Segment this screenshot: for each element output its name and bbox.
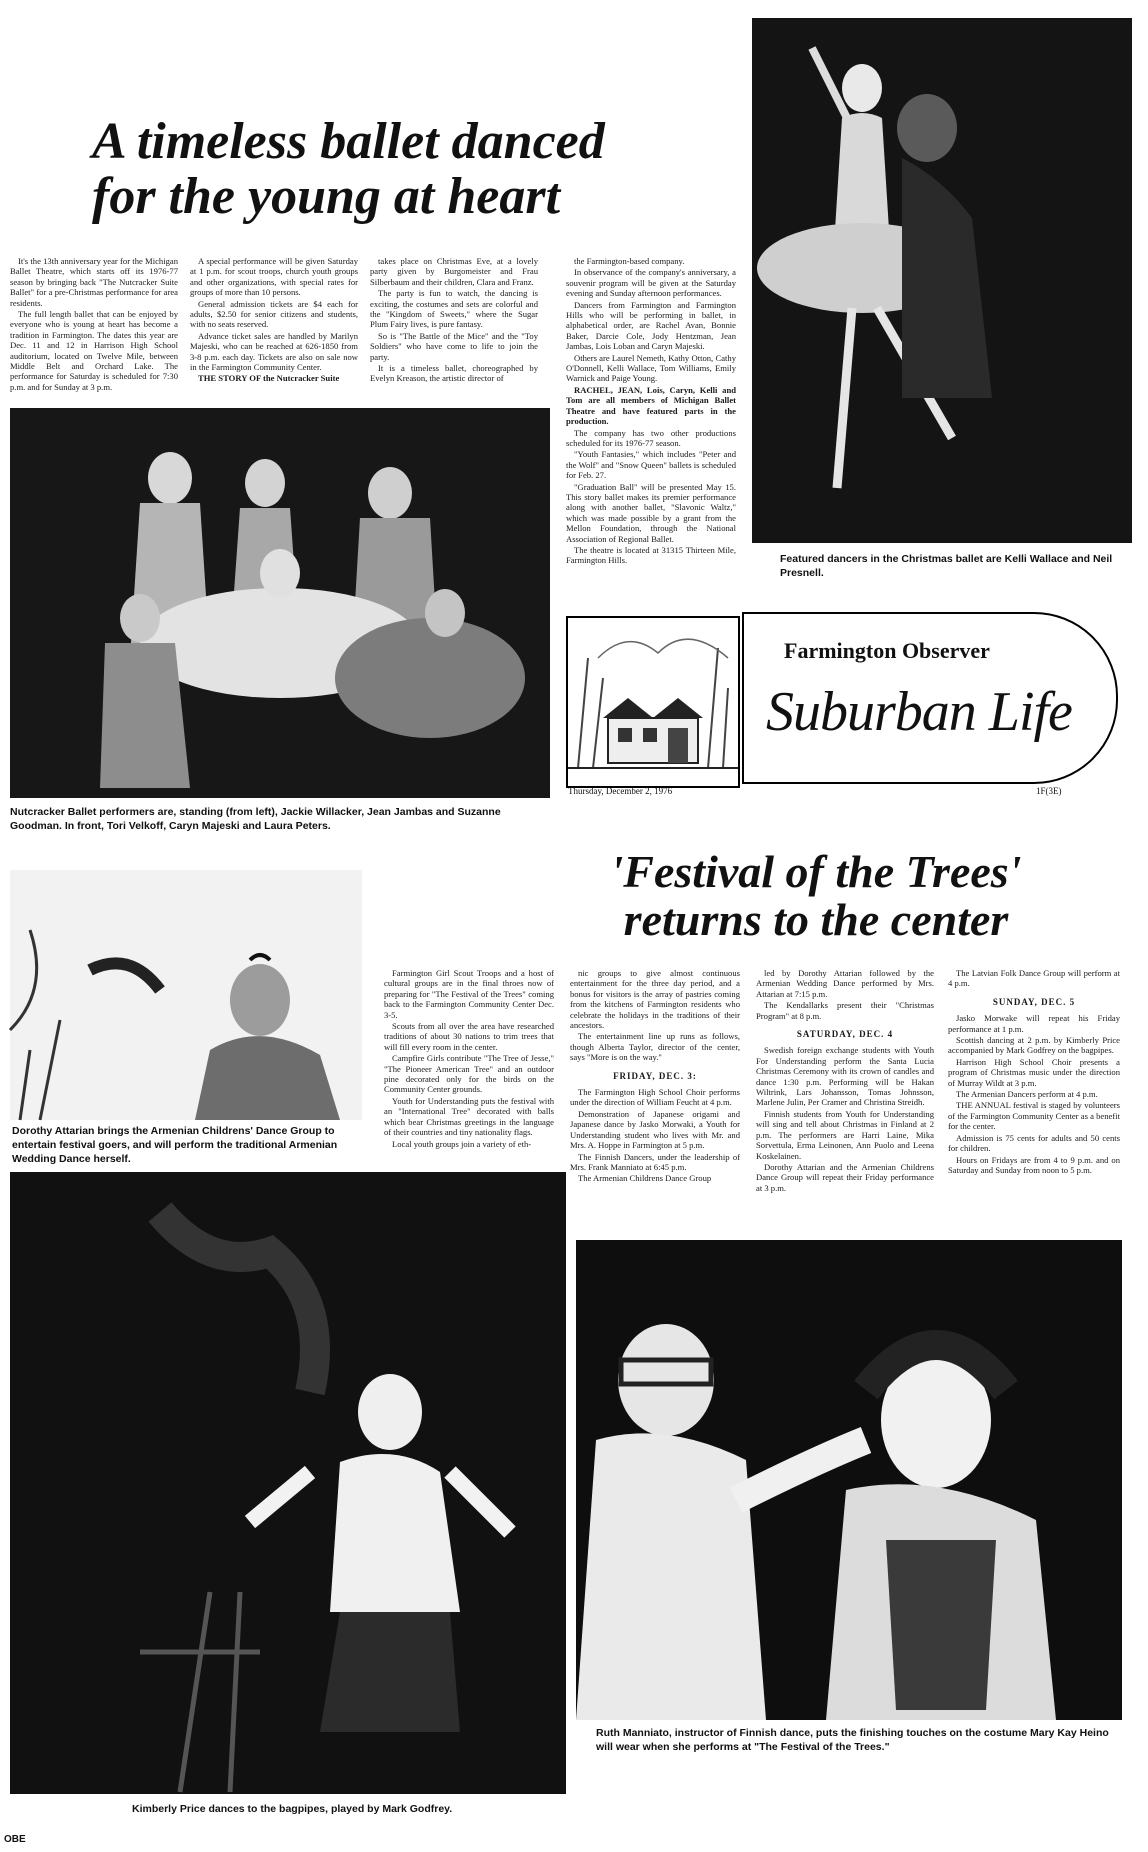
festival-column-4: The Latvian Folk Dance Group will perform at 4 p.m. SUNDAY, DEC. 5 Jasko Morwake will repeat his Friday performance at 1 p.m. Scottish dancing at 2 p.m. by Kimberly Price accompanied by Mark Godfrey on the bagpipes. Harrison High School Choir presents a program of Christmas music under the direction of Murray Wildt at 3 p.m. The Armenian Dancers perform at 4 p.m. THE ANNUAL festival is staged by volunteers of the Farmington Community Center as a benefit for the center. Admission is 75 cents for adults and 50 cents for children. Hours on Fridays are from 4 to 9 p.m. and on Saturday and Sunday from noon to 5 p.m.	[948, 968, 1120, 1175]
ruth-caption: Ruth Manniato, instructor of Finnish dance, puts the finishing touches on the costume Mary Kay Heino will wear when she performs at "The Festival of the Trees."	[596, 1727, 1109, 1753]
kimberly-price-photo	[10, 1172, 566, 1794]
masthead-house-illustration	[566, 616, 740, 788]
ballet-headline	[92, 115, 742, 224]
saturday-subhead: SATURDAY, DEC. 4	[796, 1029, 894, 1040]
festival-headline-line2: returns to the center	[623, 894, 1009, 946]
ballet-headline-line1: A timeless ballet danced	[92, 113, 605, 170]
masthead-date: Thursday, December 2, 1976	[568, 786, 673, 796]
friday-subhead: FRIDAY, DEC. 3:	[613, 1070, 697, 1081]
ballet-column-3: takes place on Christmas Eve, at a lovely party given by Burgomeister and Frau Silberbaum and their children, Clara and Franz. The party is fun to watch, the dancing is exciting, the costumes and sets are colorful and the "Kingdom of Sweets," where the Sugar Plum Fairy lives, is pure fantasy. So is "The Battle of the Mice" and the "Toy Soldiers" who have come to life to join the party. It is a timeless ballet, choreographed by Evelyn Kreason, the artistic director of	[370, 256, 538, 384]
festival-column-1: Farmington Girl Scout Troops and a host of cultural groups are in the final throes now of preparing for "The Festival of the Trees" coming back to the Farmington Community Center Dec. 3-5. Scouts from all over the area have researched traditions of about 30 nations to trim trees that will fill every room in the center. Campfire Girls contribute "The Tree of Jesse," "The Pioneer American Tree" and an outdoor pine decorated only for the birds on the Community Center grounds. Youth for Understanding puts the festival with an "International Tree" decorated with balls which bear Christmas greetings in the language of their countries and tiny nationality flags. Local youth groups join a variety of eth-	[384, 968, 554, 1149]
ballet-column-2: A special performance will be given Saturday at 1 p.m. for scout troops, church youth groups and other organizations, with special rates for groups of more than 10 persons. General admission tickets are $4 each for adults, $2.50 for senior citizens and students, with no seats reserved. Advance ticket sales are handled by Marilyn Majeski, who can be reached at 626-1850 from 3-8 p.m. each day. Tickets are also on sale now in the Farmington Community Center. THE STORY OF the Nutcracker Suite	[190, 256, 358, 384]
ballet-column-4: the Farmington-based company. In observance of the company's anniversary, a souvenir program will be given at the Saturday evening and Sunday afternoon performances. Dancers from Farmington and Farmington Hills who will be performing in ballet, in alphabetical order, are Rachel Avan, Bonnie Baker, Darcie Cole, Jody Hentzman, Jean Jambas, Lois Loban and Caryn Majeski. Others are Laurel Nemeth, Kathy Otton, Cathy O'Donnell, Kelli Wallace, Tom Williams, Emily Warnick and Paige Young. RACHEL, JEAN, Lois, Caryn, Kelli and Tom are all members of Michigan Ballet Theatre and have featured parts in the production. The company has two other productions scheduled for its 1976-77 season. "Youth Fantasies," which includes "Peter and the Wolf" and "Snow Queen" ballets is scheduled for Feb. 27. "Graduation Ball" will be presented May 15. This story ballet makes its premier performance along with another ballet, "Slavonic Waltz," which was made possible by a grant from the Mellon Foundation, through the National Association of Regional Ballet. The theatre is located at 31315 Thirteen Mile, Farmington Hills.	[566, 256, 736, 566]
masthead-page-number: 1F(3E)	[1036, 786, 1062, 796]
festival-column-2: nic groups to give almost continuous entertainment for the three day period, and a bonus for visitors is the array of pastries coming from the kitchens of Farmington residents who celebrate the holidays in the traditions of their ancestors. The entertainment line up runs as follows, though Alberta Taylor, director of the center, says "More is on the way." FRIDAY, DEC. 3: The Farmington High School Choir performs under the direction of William Feucht at 4 p.m. Demonstration of Japanese origami and Japanese dance by Jasko Morwaki, a Youth for Understanding student who lives with Mr. and Mrs. A. Hoppe in Farmington at 5 p.m. The Finnish Dancers, under the leadership of Mrs. Frank Manniato at 6:45 p.m. The Armenian Childrens Dance Group	[570, 968, 740, 1184]
festival-headline	[496, 848, 1136, 945]
featured-dancers-caption: Featured dancers in the Christmas ballet are Kelli Wallace and Neil Presnell.	[780, 553, 1113, 579]
ballet-column-1: It's the 13th anniversary year for the Michigan Ballet Theatre, which starts off its 1976-77 season by bringing back "The Nutcracker Suite Ballet" for a pre-Christmas performance for area residents. The full length ballet that can be enjoyed by everyone who is young at heart has become a tradition in Farmington. The dates this year are Dec. 11 and 12 in Harrison High School auditorium, located on Twelve Mile, between Middle Belt and Orchard Lake. The performance for Saturday is scheduled for 7:30 p.m. and for Sunday at 3 p.m.	[10, 256, 178, 392]
ruth-manniato-photo	[576, 1240, 1122, 1720]
dorothy-caption: Dorothy Attarian brings the Armenian Childrens' Dance Group to entertain festival goers, and will perform the traditional Armenian Wedding Dance herself.	[12, 1125, 338, 1165]
ballet-headline-line2: for the young at heart	[92, 167, 561, 225]
sunday-subhead: SUNDAY, DEC. 5	[992, 996, 1076, 1007]
masthead-section-name: Suburban Life	[766, 681, 1072, 743]
festival-column-3: led by Dorothy Attarian followed by the Armenian Wedding Dance performed by Mrs. Attarian at 7:15 p.m. The Kendallarks present their "Christmas Program" at 8 p.m. SATURDAY, DEC. 4 Swedish foreign exchange students with Youth For Understanding perform the Santa Lucia Christmas Ceremony with its crown of candles and dance 1:30 p.m. Performing will be Hakan Wiltrink, Lars Johansson, Tomas Johnsson, Marlene Julin, Per Cramer and Christina Streidh. Finnish students from Youth for Understanding will sing and tell about Christmas in Finland at 2 p.m. The performers are Harri Laine, Mika Sorvettula, Erma Leinonen, Ann Puolo and Leena Koskelainen. Dorothy Attarian and the Armenian Childrens Dance Group will repeat their Friday performance at 3 p.m.	[756, 968, 934, 1193]
page-folio: OBE	[4, 1834, 26, 1845]
nutcracker-group-photo	[10, 408, 550, 798]
festival-headline-line1: 'Festival of the Trees'	[610, 846, 1022, 897]
masthead-paper-name: Farmington Observer	[784, 638, 990, 663]
masthead-banner	[742, 612, 1118, 784]
featured-dancers-photo	[752, 18, 1132, 543]
kimberly-caption: Kimberly Price dances to the bagpipes, played by Mark Godfrey.	[132, 1803, 453, 1815]
dorothy-attarian-photo	[10, 870, 362, 1120]
nutcracker-group-caption: Nutcracker Ballet performers are, standing (from left), Jackie Willacker, Jean Jambas and Suzanne Goodman. In front, Tori Velkoff, Caryn Majeski and Laura Peters.	[10, 806, 501, 832]
